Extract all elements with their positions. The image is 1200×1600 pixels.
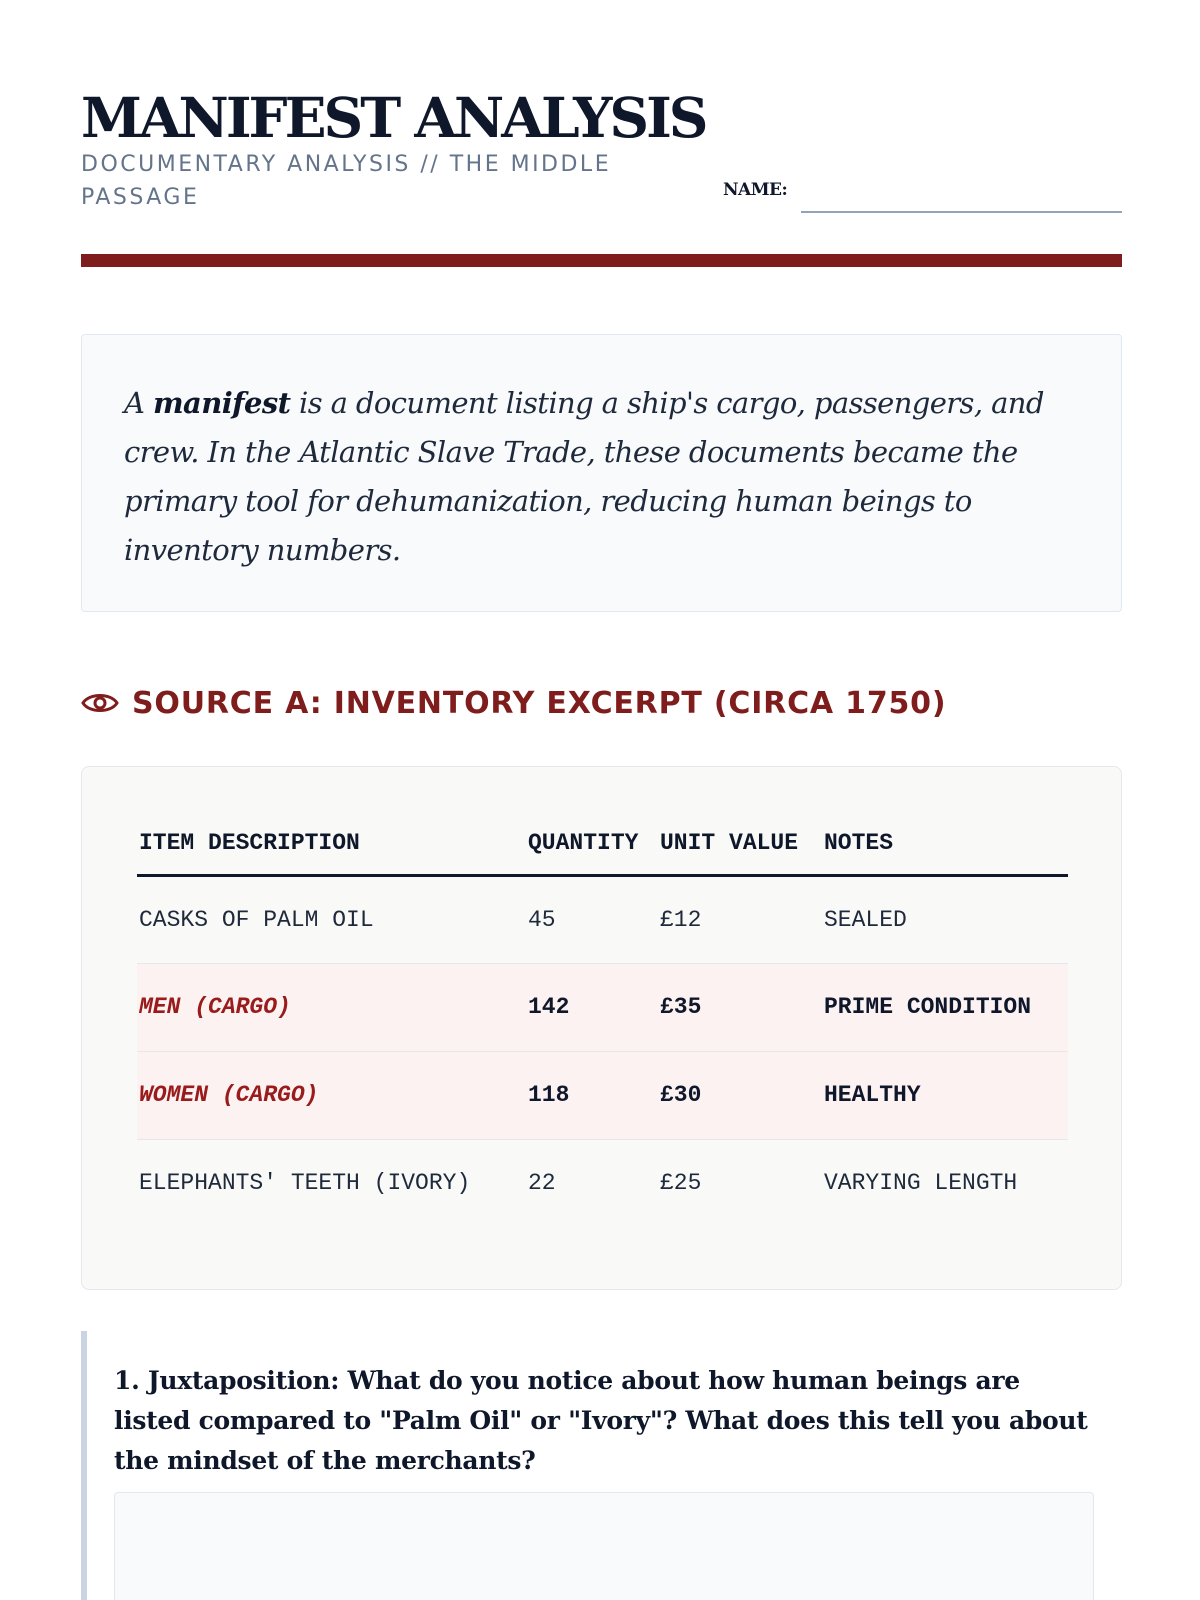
column-header: ITEM DESCRIPTION — [137, 821, 526, 875]
cell-item: MEN (CARGO) — [137, 963, 526, 1051]
cell-notes: VARYING LENGTH — [824, 1170, 1018, 1197]
table-row-highlighted — [137, 963, 1068, 1051]
question-text: 1. Juxtaposition: What do you notice about how human beings are listed compared to "Palm Oil" or "Ivory"? What does this tell you about the mindset of the merchants? — [114, 1366, 1088, 1475]
answer-field[interactable] — [114, 1492, 1094, 1600]
inventory-table-card — [81, 766, 1122, 1290]
intro-lead: A — [124, 386, 153, 420]
column-header: NOTES — [822, 821, 1068, 875]
cell-unit-value: £35 — [658, 963, 822, 1051]
table-row — [137, 1139, 1068, 1227]
intro-callout — [81, 334, 1122, 612]
cell-notes: PRIME CONDITION — [822, 963, 1068, 1051]
cell-unit-value: £12 — [658, 875, 822, 963]
worksheet-page — [81, 0, 1122, 1475]
name-field[interactable] — [801, 211, 1122, 213]
name-label: NAME: — [723, 180, 788, 200]
source-title: SOURCE A: INVENTORY EXCERPT (CIRCA 1750) — [132, 685, 947, 721]
eye-icon — [81, 691, 119, 715]
cell-notes: SEALED — [822, 875, 1068, 963]
column-header: QUANTITY — [526, 821, 658, 875]
page-title: MANIFEST ANALYSIS — [81, 85, 706, 150]
inventory-table — [137, 821, 1068, 1227]
header-divider — [81, 254, 1122, 267]
page-subtitle: DOCUMENTARY ANALYSIS // THE MIDDLE PASSAGE — [81, 152, 612, 210]
cell-quantity: 45 — [526, 875, 658, 963]
intro-term: manifest — [152, 386, 291, 420]
table-row — [137, 875, 1068, 963]
intro-body: is a document listing a ship's cargo, passengers, and crew. In the Atlantic Slave Trade, these documents became the primary tool for dehumanization, reducing human beings to inventory numbers. — [124, 386, 1044, 567]
table-header-row — [137, 821, 1068, 875]
cell-unit-value: £25 — [660, 1170, 702, 1197]
table-row-highlighted — [137, 1051, 1068, 1139]
cell-notes: HEALTHY — [822, 1051, 1068, 1139]
source-heading — [81, 684, 946, 722]
cell-quantity: 118 — [526, 1051, 658, 1139]
cell-item: CASKS OF PALM OIL — [137, 875, 526, 963]
worksheet-header — [81, 0, 1122, 250]
cell-quantity: 22 — [528, 1170, 556, 1197]
cell-quantity: 142 — [526, 963, 658, 1051]
cell-unit-value: £30 — [658, 1051, 822, 1139]
cell-item: WOMEN (CARGO) — [137, 1051, 526, 1139]
column-header: UNIT VALUE — [658, 821, 822, 875]
question-block — [81, 1331, 1122, 1600]
cell-item: ELEPHANTS' TEETH (IVORY) — [139, 1170, 471, 1197]
